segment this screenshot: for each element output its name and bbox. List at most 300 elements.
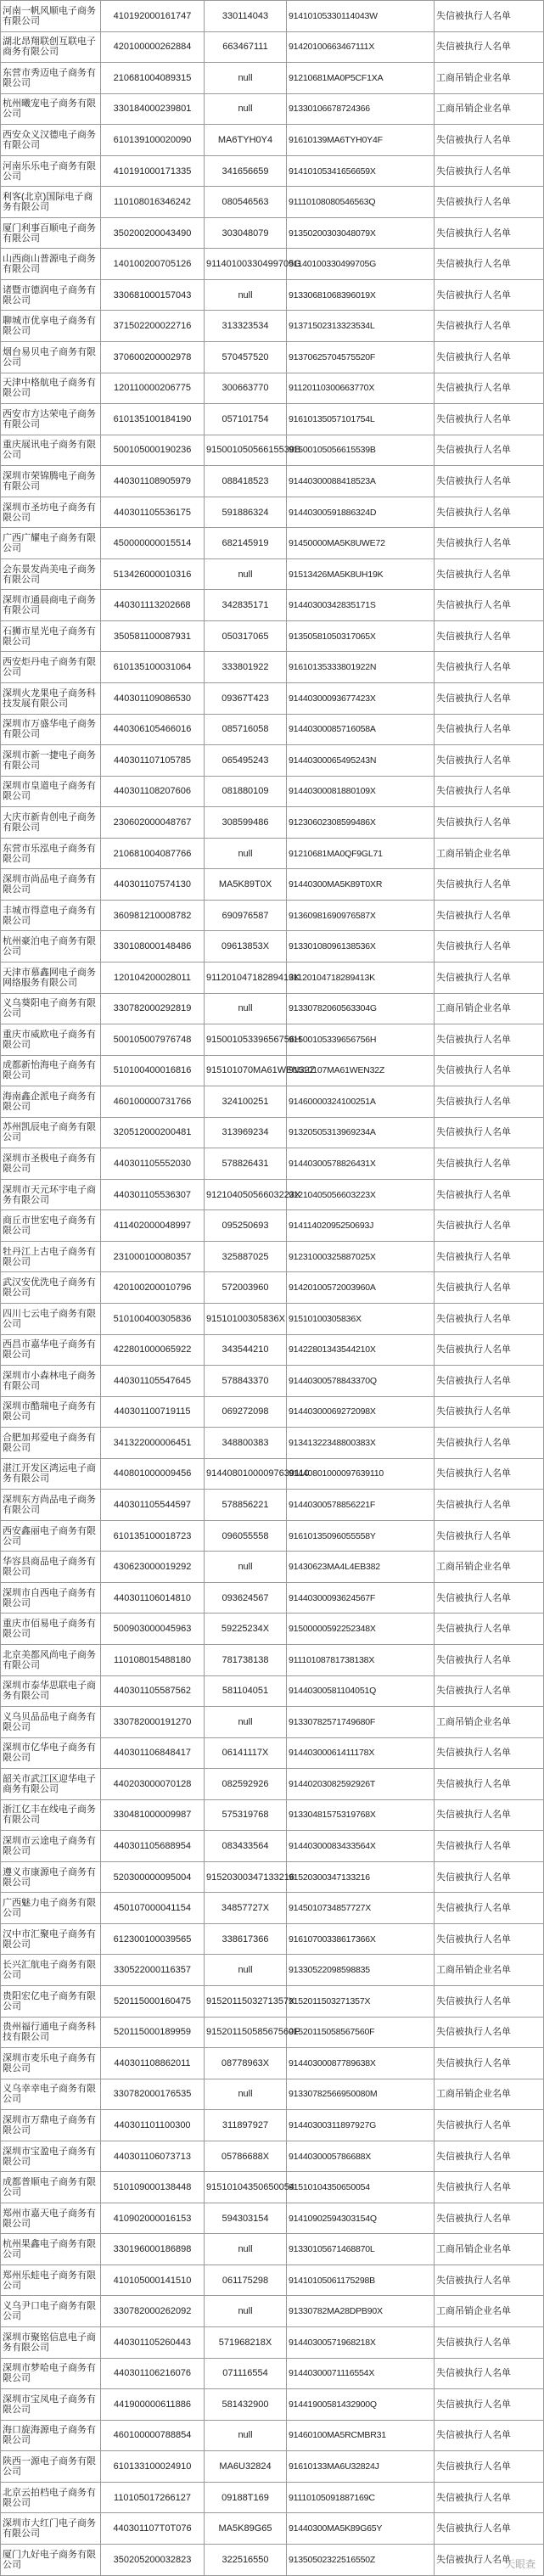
credit-code-cell: 91610139MA6TYH0Y4F (287, 125, 435, 156)
credit-code-cell: 91410105061175298B (287, 2265, 435, 2296)
company-name-cell: 北京云拍档电子商务有限公司 (1, 2482, 101, 2513)
registration-number-cell: 410902000016153 (101, 2203, 205, 2234)
registration-number-cell: 231000100080357 (101, 1241, 205, 1272)
company-name-cell: 四川七云电子商务有限公司 (1, 1303, 101, 1334)
company-name-cell: 深圳市酷瑞电子商务有限公司 (1, 1396, 101, 1428)
registration-number-cell: 440301105260443 (101, 2327, 205, 2359)
list-type-cell: 工商吊销企业名单 (435, 1707, 544, 1738)
list-type-cell: 失信被执行人名单 (435, 714, 544, 745)
table-row (1, 1582, 544, 1614)
list-type-cell: 工商吊销企业名单 (435, 63, 544, 94)
org-code-cell: 915101070MA61WEN32Z (205, 1055, 287, 1086)
credit-code-cell: 91440300081880109X (287, 776, 435, 807)
org-code-cell: 570457520 (205, 342, 287, 373)
credit-code-cell: 91610133MA6U32824J (287, 2451, 435, 2483)
credit-code-cell: 91513426MA5K8UH19K (287, 558, 435, 590)
credit-code-cell: 91610700338617366X (287, 1923, 435, 1955)
list-type-cell: 失信被执行人名单 (435, 2389, 544, 2421)
company-name-cell: 深圳市荣锦腾电子商务有限公司 (1, 466, 101, 497)
org-code-cell: 08778963X (205, 2048, 287, 2079)
registration-number-cell: 371502200022716 (101, 311, 205, 342)
credit-code-cell: 91330105671468870L (287, 2234, 435, 2265)
company-name-cell: 杭州曦宠电子商务有限公司 (1, 93, 101, 125)
table-row (1, 1117, 544, 1148)
registration-number-cell: 510109000138448 (101, 2172, 205, 2203)
company-name-cell: 华容县商品电子商务有限公司 (1, 1552, 101, 1583)
org-code-cell: 338617366 (205, 1923, 287, 1955)
table-row (1, 2265, 544, 2296)
watermark-logo: 天眼查 (504, 2558, 536, 2570)
table-row (1, 931, 544, 962)
company-name-cell: 深圳市宝盈电子商务有限公司 (1, 2141, 101, 2172)
table-row (1, 1955, 544, 1986)
credit-code-cell: 91231000325887025X (287, 1241, 435, 1272)
table-row (1, 311, 544, 342)
company-name-cell: 诸暨市德润电子商务有限公司 (1, 279, 101, 311)
table-row (1, 1707, 544, 1738)
table-row (1, 1893, 544, 1924)
table-row (1, 2451, 544, 2483)
company-name-cell: 西安市方达荣电子商务有限公司 (1, 404, 101, 435)
company-name-cell: 利客(北京)国际电子商务有限公司 (1, 187, 101, 218)
table-row (1, 1799, 544, 1831)
org-code-cell: MA5K89T0X (205, 869, 287, 901)
company-name-cell: 成都普顺电子商务有限公司 (1, 2172, 101, 2203)
list-type-cell: 失信被执行人名单 (435, 652, 544, 683)
company-name-cell: 遵义市康源电子商务有限公司 (1, 1861, 101, 1893)
company-name-cell: 西安鑫丽电子商务有限公司 (1, 1520, 101, 1552)
registration-number-cell: 330108000148486 (101, 931, 205, 962)
credit-code-cell: 91460000324100251A (287, 1086, 435, 1118)
table-row (1, 125, 544, 156)
registration-number-cell: 110108016346242 (101, 187, 205, 218)
credit-code-cell: 91350502322516550Z (287, 2544, 435, 2575)
list-type-cell: 失信被执行人名单 (435, 1179, 544, 1210)
org-code-cell: null (205, 63, 287, 94)
credit-code-cell: 91510100305836X (287, 1303, 435, 1334)
list-type-cell: 失信被执行人名单 (435, 342, 544, 373)
table-row (1, 1055, 544, 1086)
registration-number-cell: 440301105688954 (101, 1831, 205, 1862)
registration-number-cell: 360981210008782 (101, 900, 205, 931)
list-type-cell: 失信被执行人名单 (435, 1241, 544, 1272)
list-type-cell: 失信被执行人名单 (435, 1893, 544, 1924)
table-row (1, 497, 544, 528)
list-type-cell: 失信被执行人名单 (435, 1490, 544, 1521)
org-code-cell: 313969234 (205, 1117, 287, 1148)
list-type-cell: 失信被执行人名单 (435, 1799, 544, 1831)
company-name-cell: 杭州豪泊电子商务有限公司 (1, 931, 101, 962)
company-name-cell: 深圳市小森林电子商务有限公司 (1, 1366, 101, 1397)
list-type-cell: 失信被执行人名单 (435, 1055, 544, 1086)
credit-code-cell: 91440300578826431X (287, 1148, 435, 1180)
table-row (1, 2234, 544, 2265)
list-type-cell: 失信被执行人名单 (435, 2482, 544, 2513)
credit-code-cell: 91410105341656659X (287, 155, 435, 187)
registration-number-cell: 520115000160475 (101, 1986, 205, 2018)
registration-number-cell: 330481000009987 (101, 1799, 205, 1831)
credit-code-cell: 91120110300663770X (287, 373, 435, 404)
company-name-cell: 深圳市梦哈电子商务有限公司 (1, 2358, 101, 2389)
registration-number-cell: 230602000048767 (101, 807, 205, 839)
company-name-cell: 成都新怡海电子商务有限公司 (1, 1055, 101, 1086)
org-code-cell: 300663770 (205, 373, 287, 404)
company-name-cell: 会东景发尚美电子商务有限公司 (1, 558, 101, 590)
registration-number-cell: 520300000095004 (101, 1861, 205, 1893)
list-type-cell: 失信被执行人名单 (435, 217, 544, 249)
list-type-cell: 工商吊销企业名单 (435, 2079, 544, 2110)
credit-code-cell: 91440300083433564X (287, 1831, 435, 1862)
table-row (1, 63, 544, 94)
table-row (1, 1272, 544, 1304)
registration-number-cell: 120110000206775 (101, 373, 205, 404)
company-name-cell: 义乌幸幸电子商务有限公司 (1, 2079, 101, 2110)
table-row (1, 2513, 544, 2545)
org-code-cell: 342835171 (205, 590, 287, 621)
table-row (1, 1490, 544, 1521)
table-row (1, 1644, 544, 1675)
registration-number-cell: 110108015488180 (101, 1644, 205, 1675)
registration-number-cell: 320512000200481 (101, 1117, 205, 1148)
credit-code-cell: 91460100MA5RCMBR31 (287, 2420, 435, 2451)
list-type-cell: 失信被执行人名单 (435, 2358, 544, 2389)
registration-number-cell: 440301113202668 (101, 590, 205, 621)
company-name-cell: 西安众义汉德电子商务有限公司 (1, 125, 101, 156)
credit-code-cell: 91450000MA5K8UWE72 (287, 528, 435, 559)
registration-number-cell: 440801000009456 (101, 1458, 205, 1490)
credit-code-cell: 91510104350650054 (287, 2172, 435, 2203)
registration-number-cell: 440306105466016 (101, 714, 205, 745)
registration-number-cell: 350200200043490 (101, 217, 205, 249)
credit-code-cell: 91440300087789638X (287, 2048, 435, 2079)
company-name-cell: 河南一帆风顺电子商务有限公司 (1, 1, 101, 32)
credit-code-cell: 91140100330499705G (287, 249, 435, 280)
table-row (1, 993, 544, 1024)
table-row (1, 1210, 544, 1242)
credit-code-cell: 91441900581432900Q (287, 2389, 435, 2421)
registration-number-cell: 610135100031064 (101, 652, 205, 683)
list-type-cell: 失信被执行人名单 (435, 683, 544, 715)
company-name-cell: 深圳市麦乐电子商务有限公司 (1, 2048, 101, 2079)
credit-code-cell: 91520115058567560F (287, 2017, 435, 2048)
org-code-cell: null (205, 2420, 287, 2451)
org-code-cell: 303048079 (205, 217, 287, 249)
table-row (1, 2482, 544, 2513)
table-row (1, 93, 544, 125)
table-row (1, 187, 544, 218)
company-name-cell: 贵州福行通电子商务科技有限公司 (1, 2017, 101, 2048)
credit-code-cell: 91410902594303154Q (287, 2203, 435, 2234)
org-code-cell: 578856221 (205, 1490, 287, 1521)
org-code-cell: 591886324 (205, 497, 287, 528)
table-row (1, 342, 544, 373)
credit-code-cell: 91440300581104051Q (287, 1675, 435, 1707)
table-row (1, 466, 544, 497)
org-code-cell: 09188T169 (205, 2482, 287, 2513)
org-code-cell: 06141117X (205, 1737, 287, 1769)
org-code-cell: 311897927 (205, 2110, 287, 2141)
company-name-cell: 深圳市圣极电子商务有限公司 (1, 1148, 101, 1180)
registration-number-cell: 330681000157043 (101, 279, 205, 311)
registration-number-cell: 500105007976748 (101, 1024, 205, 1056)
company-name-cell: 广西魅力电子商务有限公司 (1, 1893, 101, 1924)
credit-code-cell: 91210405056603223X (287, 1179, 435, 1210)
credit-code-cell: 91440801000097639110 (287, 1458, 435, 1490)
list-type-cell: 失信被执行人名单 (435, 373, 544, 404)
registration-number-cell: 440203000070128 (101, 1769, 205, 1800)
list-type-cell: 失信被执行人名单 (435, 558, 544, 590)
registration-number-cell: 341322000006451 (101, 1428, 205, 1459)
org-code-cell: 34857727X (205, 1893, 287, 1924)
list-type-cell: 失信被执行人名单 (435, 1614, 544, 1645)
company-name-cell: 苏州凯辰电子商务有限公司 (1, 1117, 101, 1148)
credit-code-cell: 9145010734857727X (287, 1893, 435, 1924)
company-name-cell: 海口旋海源电子商务有限公司 (1, 2420, 101, 2451)
org-code-cell: 59225234X (205, 1614, 287, 1645)
company-name-cell: 石狮市星光电子商务有限公司 (1, 620, 101, 652)
table-row (1, 869, 544, 901)
table-row (1, 1552, 544, 1583)
registration-number-cell: 450107000041154 (101, 1893, 205, 1924)
table-row (1, 1861, 544, 1893)
list-type-cell: 失信被执行人名单 (435, 807, 544, 839)
credit-code-cell: 91110108080546563Q (287, 187, 435, 218)
registration-number-cell: 440301108862011 (101, 2048, 205, 2079)
table-row (1, 1024, 544, 1056)
table-row (1, 652, 544, 683)
table-row (1, 1458, 544, 1490)
table-row (1, 2079, 544, 2110)
org-code-cell: 594303154 (205, 2203, 287, 2234)
credit-code-cell: 91440300MA5K89T0XR (287, 869, 435, 901)
table-row (1, 962, 544, 993)
table-row (1, 2172, 544, 2203)
credit-code-cell: 9152011503271357X (287, 1986, 435, 2018)
registration-number-cell: 510100400305836 (101, 1303, 205, 1334)
list-type-cell: 失信被执行人名单 (435, 1366, 544, 1397)
registration-number-cell: 440301108207606 (101, 776, 205, 807)
credit-code-cell: 91330782566950080M (287, 2079, 435, 2110)
table-row (1, 2141, 544, 2172)
credit-code-cell: 91320505313969234A (287, 1117, 435, 1148)
org-code-cell: MA6U32824 (205, 2451, 287, 2483)
credit-code-cell: 91430623MA4L4EB382 (287, 1552, 435, 1583)
table-row (1, 2544, 544, 2575)
registration-number-cell: 330522000116357 (101, 1955, 205, 1986)
company-name-cell: 西昌市嘉华电子商务有限公司 (1, 1334, 101, 1366)
list-type-cell: 工商吊销企业名单 (435, 2296, 544, 2327)
registration-number-cell: 430623000019292 (101, 1552, 205, 1583)
company-name-cell: 重庆市威欧电子商务有限公司 (1, 1024, 101, 1056)
list-type-cell: 失信被执行人名单 (435, 1737, 544, 1769)
credit-code-cell: 91440300071116554X (287, 2358, 435, 2389)
table-row (1, 404, 544, 435)
table-row (1, 2203, 544, 2234)
org-code-cell: 050317065 (205, 620, 287, 652)
credit-code-cell: 91610135057101754L (287, 404, 435, 435)
table-row (1, 1428, 544, 1459)
table-row (1, 1303, 544, 1334)
table-row (1, 1, 544, 32)
list-type-cell: 失信被执行人名单 (435, 1831, 544, 1862)
org-code-cell: 690976587 (205, 900, 287, 931)
credit-code-cell: 91330782MA28DPB90X (287, 2296, 435, 2327)
table-row (1, 1179, 544, 1210)
org-code-cell: 082592926 (205, 1769, 287, 1800)
org-code-cell: 91210405056603223X (205, 1179, 287, 1210)
org-code-cell: 91500105339656756H (205, 1024, 287, 1056)
org-code-cell: 325887025 (205, 1241, 287, 1272)
table-row (1, 900, 544, 931)
list-type-cell: 失信被执行人名单 (435, 2544, 544, 2575)
registration-number-cell: 440301106848417 (101, 1737, 205, 1769)
table-row (1, 838, 544, 869)
list-type-cell: 失信被执行人名单 (435, 1396, 544, 1428)
list-type-cell: 工商吊销企业名单 (435, 2234, 544, 2265)
company-name-cell: 深圳市天元环宇电子商务有限公司 (1, 1179, 101, 1210)
company-name-cell: 深圳市宝凤电子商务有限公司 (1, 2389, 101, 2421)
registration-number-cell: 440301106014810 (101, 1582, 205, 1614)
credit-code-cell: 91440300061411178X (287, 1737, 435, 1769)
company-name-cell: 河南乐乐电子商务有限公司 (1, 155, 101, 187)
company-name-cell: 长兴汇航电子商务有限公司 (1, 1955, 101, 1986)
list-type-cell: 失信被执行人名单 (435, 2513, 544, 2545)
table-row (1, 1614, 544, 1645)
table-row (1, 1675, 544, 1707)
registration-number-cell: 510100400016816 (101, 1055, 205, 1086)
credit-code-cell: 91330522098598835 (287, 1955, 435, 1986)
credit-code-cell: 91230602308599486X (287, 807, 435, 839)
company-name-cell: 深圳市亿华电子商务有限公司 (1, 1737, 101, 1769)
org-code-cell: 065495243 (205, 745, 287, 777)
registration-number-cell: 410191000171335 (101, 155, 205, 187)
list-type-cell: 失信被执行人名单 (435, 1303, 544, 1334)
org-code-cell: 080546563 (205, 187, 287, 218)
registration-number-cell: 330184000239801 (101, 93, 205, 125)
registration-number-cell: 110105017266127 (101, 2482, 205, 2513)
registration-number-cell: 330782000262092 (101, 2296, 205, 2327)
registration-number-cell: 520115000189959 (101, 2017, 205, 2048)
registration-number-cell: 440301106216076 (101, 2358, 205, 2389)
org-code-cell: 083433564 (205, 1831, 287, 1862)
table-row (1, 2389, 544, 2421)
company-name-cell: 深圳市泰华思联电子商务有限公司 (1, 1675, 101, 1707)
org-code-cell: null (205, 1955, 287, 1986)
org-code-cell: null (205, 993, 287, 1024)
table-row (1, 2296, 544, 2327)
company-name-cell: 深圳市大红门电子商务有限公司 (1, 2513, 101, 2545)
credit-code-cell: 91110105091887169C (287, 2482, 435, 2513)
table-row (1, 2017, 544, 2048)
credit-code-cell: 91440300578843370Q (287, 1366, 435, 1397)
credit-code-cell: 91440300591886324D (287, 497, 435, 528)
registration-number-cell: 330196000186898 (101, 2234, 205, 2265)
org-code-cell: 348800383 (205, 1428, 287, 1459)
company-name-cell: 重庆市佰易电子商务有限公司 (1, 1614, 101, 1645)
credit-code-cell: 91210681MA0QF9GL71 (287, 838, 435, 869)
table-row (1, 1923, 544, 1955)
company-name-cell: 深圳市万盛华电子商务有限公司 (1, 714, 101, 745)
credit-code-cell: 91440300065495243N (287, 745, 435, 777)
registration-number-cell: 210681004087766 (101, 838, 205, 869)
list-type-cell: 失信被执行人名单 (435, 1428, 544, 1459)
list-type-cell: 失信被执行人名单 (435, 1861, 544, 1893)
company-name-cell: 义乌葵阳电子商务有限公司 (1, 993, 101, 1024)
credit-code-cell: 91440203082592926T (287, 1769, 435, 1800)
credit-code-cell: 91422801343544210X (287, 1334, 435, 1366)
table-row (1, 528, 544, 559)
registration-number-cell: 440301109086530 (101, 683, 205, 715)
registration-number-cell: 440301105587562 (101, 1675, 205, 1707)
org-code-cell: 09367T423 (205, 683, 287, 715)
list-type-cell: 失信被执行人名单 (435, 155, 544, 187)
registration-number-cell: 440301106073713 (101, 2141, 205, 2172)
list-type-cell: 失信被执行人名单 (435, 187, 544, 218)
org-code-cell: null (205, 838, 287, 869)
credit-code-cell: 91500105339656756H (287, 1024, 435, 1056)
table-row (1, 249, 544, 280)
company-name-cell: 深圳火龙果电子商务科技发展有限公司 (1, 683, 101, 715)
table-row (1, 2327, 544, 2359)
list-type-cell: 失信被执行人名单 (435, 2110, 544, 2141)
org-code-cell: 581432900 (205, 2389, 287, 2421)
table-row (1, 1241, 544, 1272)
list-type-cell: 失信被执行人名单 (435, 900, 544, 931)
list-type-cell: 工商吊销企业名单 (435, 1552, 544, 1583)
list-type-cell: 失信被执行人名单 (435, 2420, 544, 2451)
company-name-cell: 大庆市新肯创电子商务有限公司 (1, 807, 101, 839)
company-name-cell: 厦门利事百顺电子商务有限公司 (1, 217, 101, 249)
table-row (1, 1396, 544, 1428)
list-type-cell: 失信被执行人名单 (435, 2451, 544, 2483)
credit-code-cell: 91120104718289413K (287, 962, 435, 993)
company-name-cell: 烟台易贝电子商务有限公司 (1, 342, 101, 373)
credit-code-cell: 9144030005786688X (287, 2141, 435, 2172)
registration-number-cell: 440301107574130 (101, 869, 205, 901)
org-code-cell: 061175298 (205, 2265, 287, 2296)
registration-number-cell: 120104200028011 (101, 962, 205, 993)
company-name-cell: 武汉安优洗电子商务有限公司 (1, 1272, 101, 1304)
list-type-cell: 失信被执行人名单 (435, 1, 544, 32)
table-row (1, 217, 544, 249)
registration-number-cell: 440301105544597 (101, 1490, 205, 1521)
list-type-cell: 失信被执行人名单 (435, 1644, 544, 1675)
org-code-cell: 663467111 (205, 31, 287, 63)
company-name-cell: 西安炬丹电子商务有限公司 (1, 652, 101, 683)
company-name-cell: 贵阳宏亿电子商务有限公司 (1, 1986, 101, 2018)
org-code-cell: 9152011503271357X (205, 1986, 287, 2018)
org-code-cell: 341656659 (205, 155, 287, 187)
company-name-cell: 深圳市圣坊电子商务有限公司 (1, 497, 101, 528)
list-type-cell: 失信被执行人名单 (435, 1334, 544, 1366)
company-name-cell: 深圳市新一捷电子商务有限公司 (1, 745, 101, 777)
org-code-cell: 91440801000097639110 (205, 1458, 287, 1490)
org-code-cell: 572003960 (205, 1272, 287, 1304)
list-type-cell: 失信被执行人名单 (435, 528, 544, 559)
registration-number-cell: 441900000611886 (101, 2389, 205, 2421)
org-code-cell: 91520300347133216 (205, 1861, 287, 1893)
credit-code-cell: 91341322348800383X (287, 1428, 435, 1459)
org-code-cell: null (205, 558, 287, 590)
table-row (1, 1334, 544, 1366)
list-type-cell: 工商吊销企业名单 (435, 838, 544, 869)
credit-code-cell: 91330481575319768X (287, 1799, 435, 1831)
credit-code-cell: 91500105056615539B (287, 435, 435, 466)
table-row (1, 2420, 544, 2451)
table-row (1, 435, 544, 466)
company-name-cell: 厦门九好电子商务有限公司 (1, 2544, 101, 2575)
company-name-cell: 聊城市优享电子商务有限公司 (1, 311, 101, 342)
